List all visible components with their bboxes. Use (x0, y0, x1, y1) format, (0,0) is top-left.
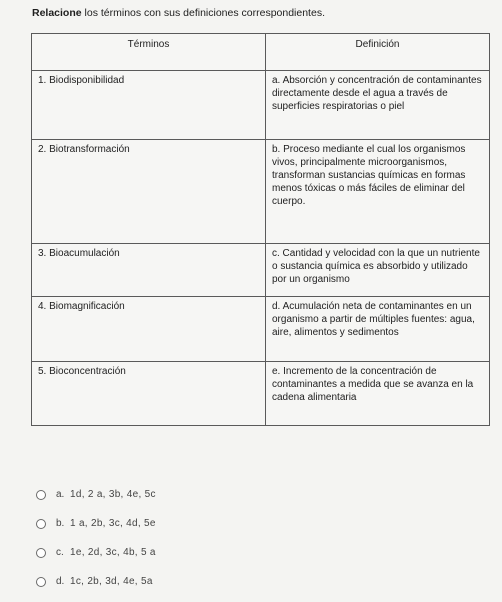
radio-button[interactable] (36, 548, 46, 558)
definition-cell: b. Proceso mediante el cual los organismos vivos, principalmente microorganismos, transforman sustancias químicas en formas menos tóxicas o más fáciles de eliminar del cuerpo. (266, 140, 490, 244)
table-row (32, 244, 490, 297)
matching-table (31, 33, 490, 426)
term-cell: 5. Bioconcentración (32, 362, 266, 426)
term-cell: 2. Biotransformación (32, 140, 266, 244)
table-row (32, 71, 490, 140)
option-text: 1c, 2b, 3d, 4e, 5a (70, 576, 153, 587)
question-title-bold: Relacione (32, 7, 82, 19)
option-text: 1 a, 2b, 3c, 4d, 5e (70, 518, 156, 529)
radio-button[interactable] (36, 490, 46, 500)
option-text: 1d, 2 a, 3b, 4e, 5c (70, 489, 156, 500)
table-row (32, 362, 490, 426)
option-d[interactable] (36, 567, 156, 596)
option-letter: c. (56, 547, 64, 558)
option-a[interactable] (36, 480, 156, 509)
option-letter: a. (56, 489, 65, 500)
definition-cell: c. Cantidad y velocidad con la que un nutriente o sustancia química es absorbido y utilizado por un organismo (266, 244, 490, 297)
answer-options (36, 480, 156, 596)
table-row (32, 297, 490, 362)
header-terms: Términos (32, 34, 266, 71)
option-b[interactable] (36, 509, 156, 538)
radio-button[interactable] (36, 577, 46, 587)
question-title-rest: los términos con sus definiciones correspondientes. (81, 7, 325, 19)
definition-cell: d. Acumulación neta de contaminantes en un organismo a partir de múltiples fuentes: agua, aire, alimentos y sedimentos (266, 297, 490, 362)
question-title (32, 7, 325, 20)
option-c[interactable] (36, 538, 156, 567)
term-cell: 3. Bioacumulación (32, 244, 266, 297)
table-row (32, 140, 490, 244)
option-letter: b. (56, 518, 65, 529)
header-definition: Definición (266, 34, 490, 71)
definition-cell: a. Absorción y concentración de contaminantes directamente desde el agua a través de superficies respiratorias o piel (266, 71, 490, 140)
definition-cell: e. Incremento de la concentración de contaminantes a medida que se avanza en la cadena alimentaria (266, 362, 490, 426)
term-cell: 4. Biomagnificación (32, 297, 266, 362)
option-text: 1e, 2d, 3c, 4b, 5 a (70, 547, 156, 558)
radio-button[interactable] (36, 519, 46, 529)
term-cell: 1. Biodisponibilidad (32, 71, 266, 140)
option-letter: d. (56, 576, 65, 587)
table-header-row (32, 34, 490, 71)
